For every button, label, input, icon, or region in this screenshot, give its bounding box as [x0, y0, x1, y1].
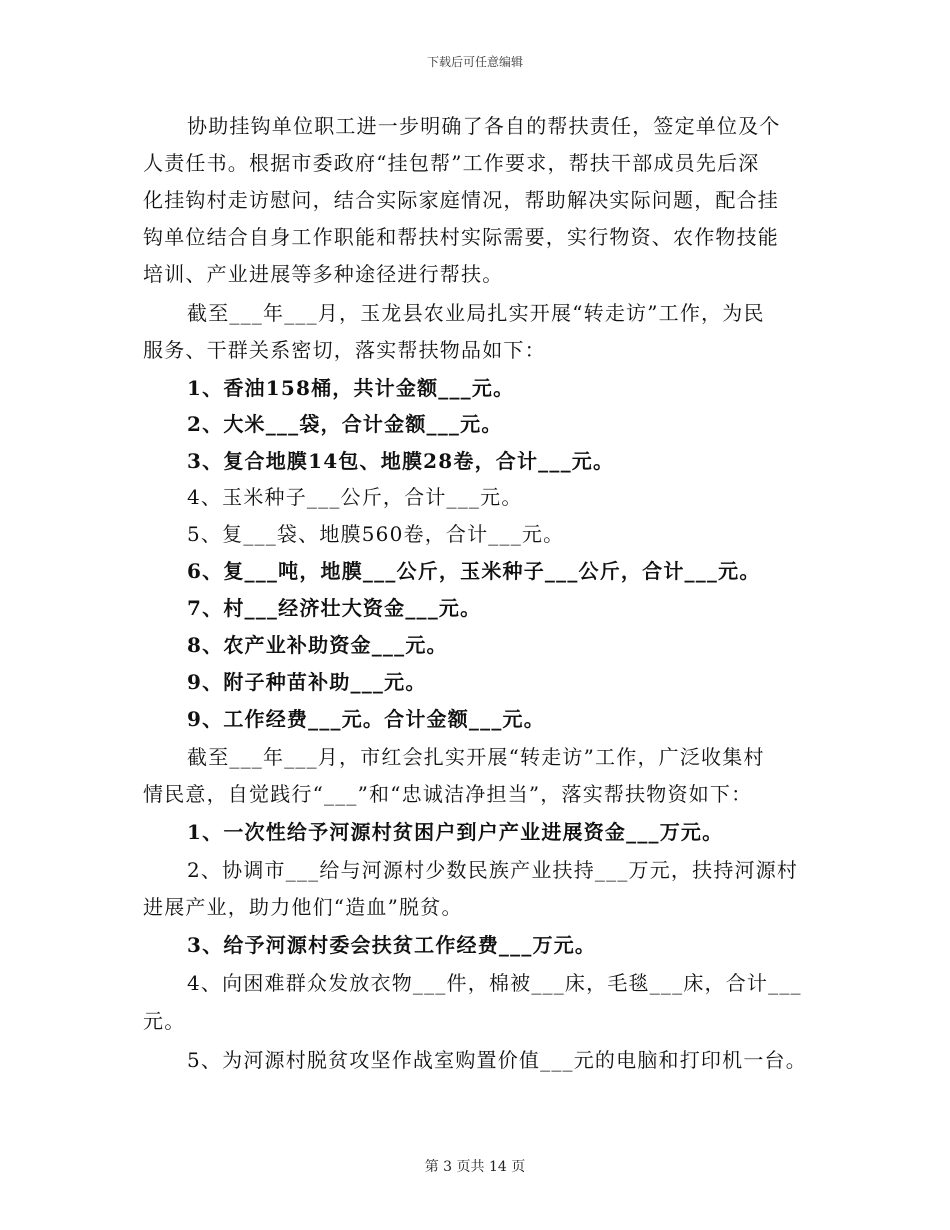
list-item: 4、玉米种子___公斤，合计___元。	[187, 485, 523, 509]
paragraph-line: 截至___年___月，市红会扎实开展“转走访”工作，广泛收集村	[187, 745, 765, 769]
list-item: 9、附子种苗补助___元。	[187, 670, 427, 694]
list-item: 3、给予河源村委会扶贫工作经费___万元。	[187, 933, 597, 957]
paragraph-line: 化挂钩村走访慰问，结合实际家庭情况，帮助解决实际问题，配合挂	[143, 188, 779, 212]
paragraph-line: 进展产业，助力他们“造血”脱贫。	[143, 895, 463, 919]
paragraph-line: 服务、干群关系密切，落实帮扶物品如下：	[143, 338, 546, 362]
list-item: 2、协调市___给与河源村少数民族产业扶持___万元，扶持河源村	[187, 858, 799, 882]
list-item: 6、复___吨，地膜___公斤，玉米种子___公斤，合计___元。	[187, 559, 761, 583]
paragraph-line: 人责任书。根据市委政府“挂包帮”工作要求，帮扶干部成员先后深	[143, 151, 760, 175]
paragraph-line: 元。	[143, 1009, 186, 1033]
list-item: 5、复___袋、地膜560卷，合计___元。	[187, 522, 565, 546]
page-header: 下载后可任意编辑	[426, 55, 523, 69]
paragraph-line: 情民意，自觉践行“___”和“忠诚洁净担当”，落实帮扶物资如下：	[143, 782, 753, 806]
list-item: 5、为河源村脱贫攻坚作战室购置价值___元的电脑和打印机一台。	[187, 1048, 807, 1072]
list-item: 9、工作经费___元。合计金额___元。	[187, 707, 545, 731]
list-item: 8、农产业补助资金___元。	[187, 633, 448, 657]
list-item: 4、向困难群众发放衣物___件，棉被___床，毛毯___床，合计___	[187, 971, 802, 995]
list-item: 2、大米___袋，合计金额___元。	[187, 412, 503, 436]
page-footer: 第 3 页共 14 页	[424, 1159, 526, 1175]
list-item: 1、香油158桶，共计金额___元。	[187, 376, 515, 400]
paragraph-line: 截至___年___月，玉龙县农业局扎实开展“转走访”工作，为民	[187, 301, 765, 325]
list-item: 7、村___经济壮大资金___元。	[187, 596, 482, 620]
paragraph-line: 协助挂钩单位职工进一步明确了各自的帮扶责任，签定单位及个	[187, 114, 781, 138]
paragraph-line: 钩单位结合自身工作职能和帮扶村实际需要，实行物资、农作物技能	[143, 225, 779, 249]
list-item: 3、复合地膜14包、地膜28卷，合计___元。	[187, 449, 615, 473]
list-item: 1、一次性给予河源村贫困户到户产业进展资金___万元。	[187, 820, 724, 844]
paragraph-line: 培训、产业进展等多种途径进行帮扶。	[143, 262, 504, 286]
